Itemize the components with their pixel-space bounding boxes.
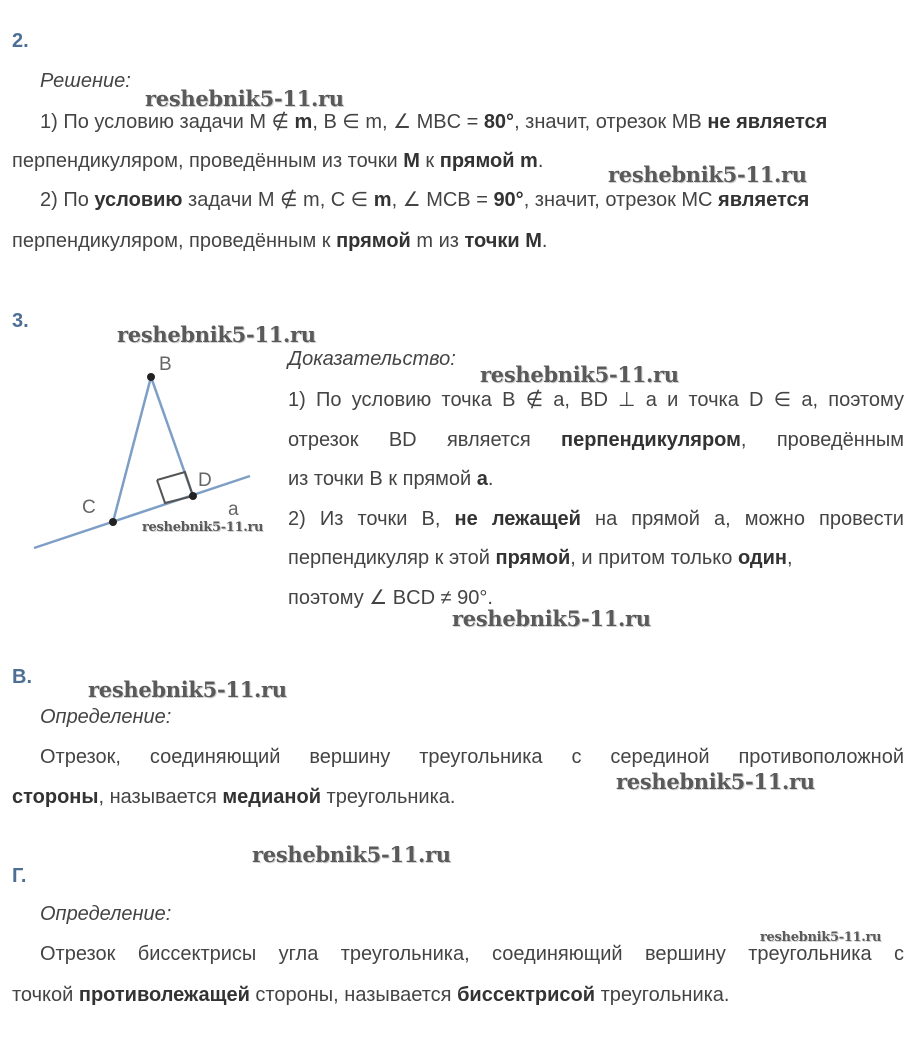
paragraph-g-1-cont: точкой противолежащей стороны, называется биссектрисой треугольника. bbox=[12, 984, 730, 1006]
definition-label-v: Определение: bbox=[40, 706, 172, 728]
segment-bc bbox=[113, 377, 151, 522]
watermark-logo: reshebnik5-11.ru bbox=[480, 362, 679, 387]
point-d bbox=[189, 492, 197, 500]
paragraph-2-2-cont: перпендикуляром, проведённым к прямой m из точки M. bbox=[12, 230, 548, 252]
definition-label-g: Определение: bbox=[40, 903, 172, 925]
section-number-3: 3. bbox=[12, 310, 29, 332]
watermark-logo: reshebnik5-11.ru bbox=[616, 769, 815, 794]
watermark-logo: reshebnik5-11.ru bbox=[88, 677, 287, 702]
label-b: B bbox=[159, 354, 172, 375]
paragraph-2-1-cont: перпендикуляром, проведённым из точки M к прямой m. bbox=[12, 150, 544, 172]
paragraph-g-1: Отрезок биссектрисы угла треугольника, соединяющий вершину треугольника с bbox=[40, 943, 904, 965]
watermark-logo: reshebnik5-11.ru bbox=[608, 162, 807, 187]
label-c: C bbox=[82, 497, 96, 518]
paragraph-3-2-cont: перпендикуляр к этой прямой, и притом только один, bbox=[288, 547, 793, 569]
paragraph-3-1-cont: отрезок BD является перпендикуляром, проведённым bbox=[288, 429, 904, 451]
paragraph-v-1-cont: стороны, называется медианой треугольника. bbox=[12, 786, 456, 808]
paragraph-3-1-end: из точки B к прямой a. bbox=[288, 468, 494, 490]
watermark-logo: reshebnik5-11.ru bbox=[252, 842, 451, 867]
paragraph-v-1: Отрезок, соединяющий вершину треугольника с серединой противоположной bbox=[40, 746, 904, 768]
watermark-logo: reshebnik5-11.ru bbox=[142, 520, 264, 535]
solution-label: Решение: bbox=[40, 70, 131, 92]
watermark-logo: reshebnik5-11.ru bbox=[117, 322, 316, 347]
paragraph-3-2: 2) Из точки B, не лежащей на прямой a, можно провести bbox=[288, 508, 904, 530]
section-number-g: Г. bbox=[12, 865, 27, 887]
watermark-logo: reshebnik5-11.ru bbox=[145, 86, 344, 111]
paragraph-2-2: 2) По условию задачи M ∉ m, C ∈ m, ∠ MCB = 90°, значит, отрезок MC является bbox=[40, 189, 810, 211]
label-a: a bbox=[228, 499, 239, 520]
watermark-logo: reshebnik5-11.ru bbox=[452, 606, 651, 631]
line-a bbox=[34, 476, 250, 548]
label-d: D bbox=[198, 470, 212, 491]
point-b bbox=[147, 373, 155, 381]
section-number-2: 2. bbox=[12, 30, 29, 52]
section-number-v: В. bbox=[12, 666, 32, 688]
proof-label: Доказательство: bbox=[288, 348, 456, 370]
paragraph-3-2-end: поэтому ∠ BCD ≠ 90°. bbox=[288, 587, 493, 609]
watermark-logo: reshebnik5-11.ru bbox=[760, 930, 882, 945]
point-c bbox=[109, 518, 117, 526]
paragraph-2-1: 1) По условию задачи M ∉ m, B ∈ m, ∠ MBC = 80°, значит, отрезок MB не является bbox=[40, 111, 828, 133]
right-angle-mark bbox=[157, 472, 193, 503]
paragraph-3-1: 1) По условию точка B ∉ a, BD ⊥ a и точка D ∈ a, поэтому bbox=[288, 389, 904, 411]
